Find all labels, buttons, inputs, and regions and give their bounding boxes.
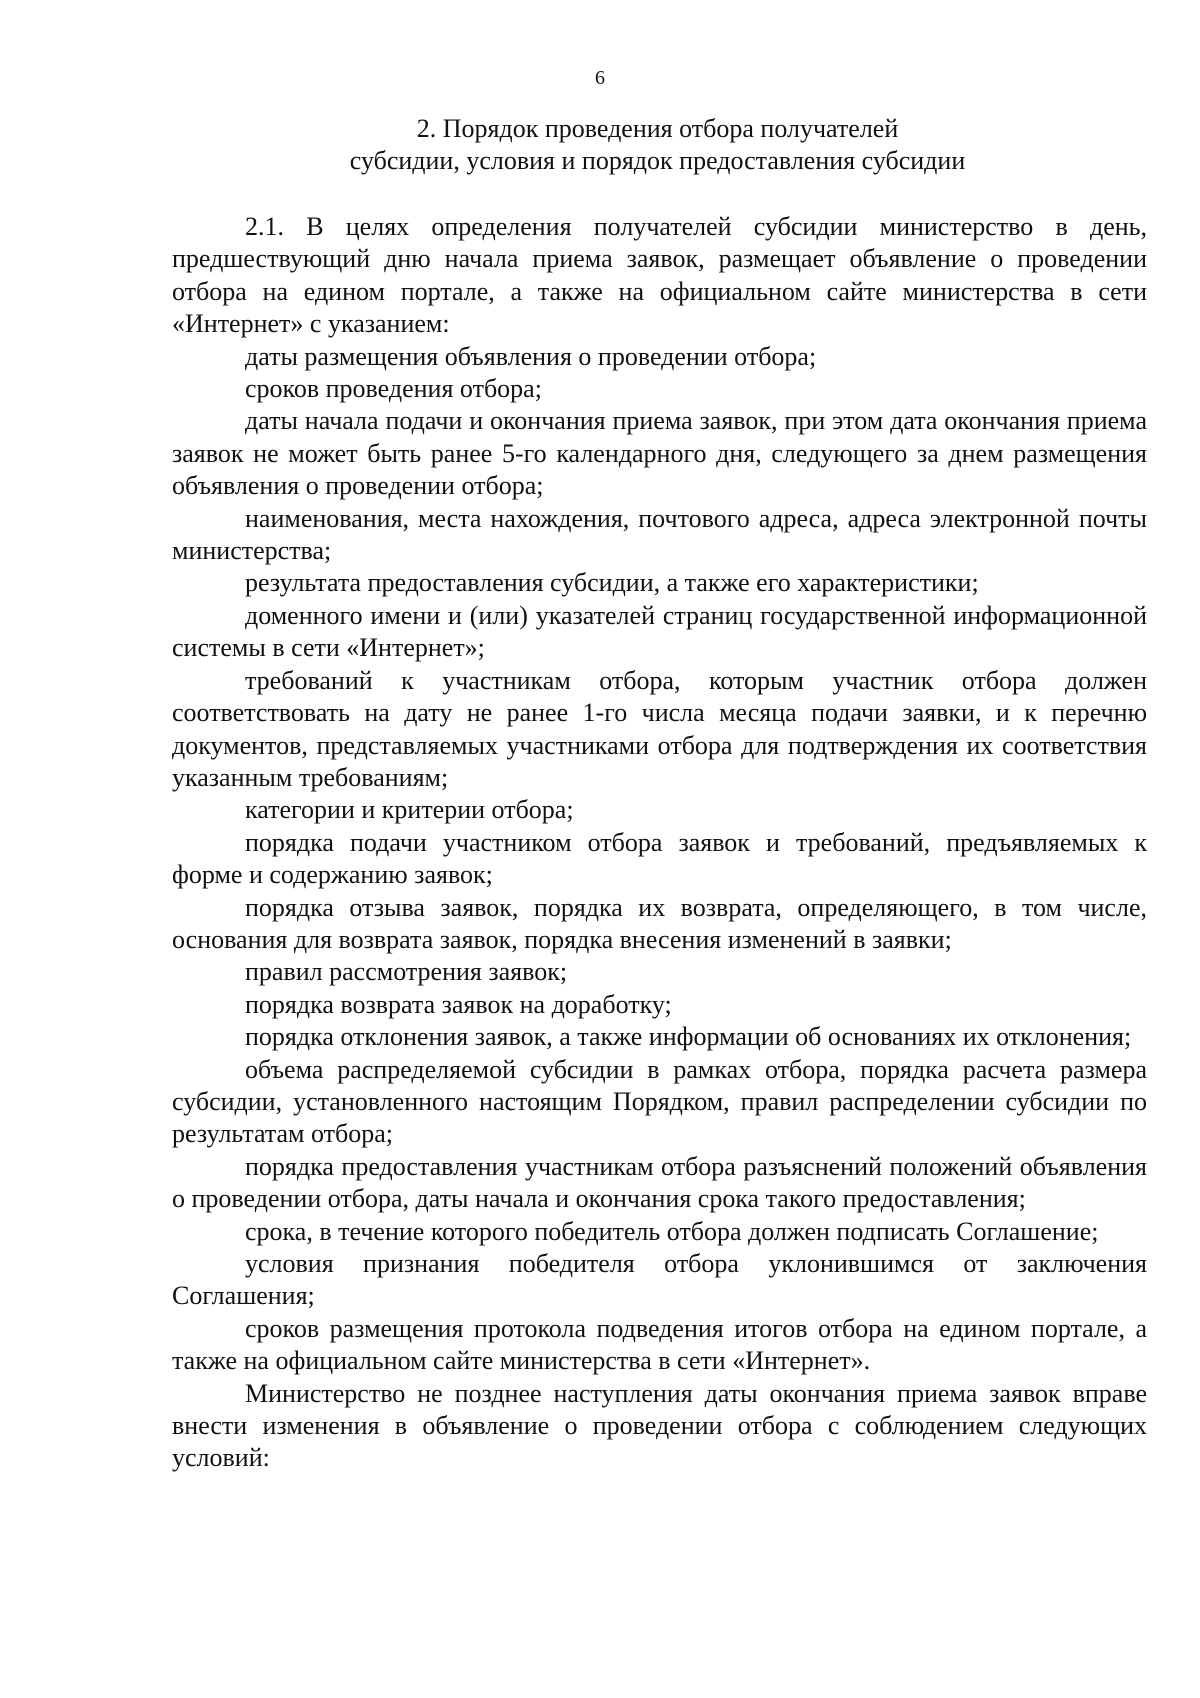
list-item: порядка возврата заявок на доработку;	[245, 989, 672, 1019]
list-item: срока, в течение которого победитель отбора должен подписать Соглашение;	[245, 1216, 1099, 1246]
list-item: порядка предоставления участникам отбора разъяснений положений объявления о проведении отбора, даты начала и окончания срока такого предоставления;	[172, 1151, 1147, 1214]
section-heading-line-1: 2. Порядок проведения отбора получателей	[416, 114, 899, 143]
list-item: порядка отзыва заявок, порядка их возврата, определяющего, в том числе, основания для возврата заявок, порядка внесения изменений в заявки;	[172, 892, 1147, 954]
list-item: условия признания победителя отбора уклонившимся от заключения Соглашения;	[172, 1249, 1147, 1311]
list-item: объема распределяемой субсидии в рамках отбора, порядка расчета размера субсидии, установленного настоящим Порядком, правил распределении субсидии по результатам отбора;	[172, 1054, 1147, 1149]
paragraph: Министерство не позднее наступления даты окончания приема заявок вправе внести изменения в объявление о проведении отбора с соблюдением следующих условий:	[172, 1378, 1147, 1473]
list-item: порядка отклонения заявок, а также информации об основаниях их отклонения;	[245, 1022, 1132, 1052]
paragraph: 2.1. В целях определения получателей субсидии министерство в день, предшествующий дню начала приема заявок, размещает объявление о проведении отбора на едином портале, а также на официальном сайте министерства в сети «Интернет» с указанием:	[172, 212, 1147, 339]
list-item: правил рассмотрения заявок;	[245, 957, 568, 987]
page-number: 6	[595, 67, 605, 89]
list-item: результата предоставления субсидии, а также его характеристики;	[245, 568, 979, 598]
list-item: категории и критерии отбора;	[245, 795, 574, 825]
list-item: даты начала подачи и окончания приема заявок, при этом дата окончания приема заявок не может быть ранее 5-го календарного дня, следующего за днем размещения объявления о проведении отбора;	[172, 406, 1147, 501]
section-heading	[170, 113, 1145, 177]
list-item: порядка подачи участником отбора заявок и требований, предъявляемых к форме и содержанию заявок;	[172, 827, 1147, 890]
section-heading-line-2: субсидии, условия и порядок предоставления субсидии	[349, 146, 966, 175]
list-item: сроков проведения отбора;	[245, 374, 542, 404]
list-item: доменного имени и (или) указателей страниц государственной информационной системы в сети «Интернет»;	[172, 600, 1147, 663]
list-item: требований к участникам отбора, которым участник отбора должен соответствовать на дату не ранее 1-го числа месяца подачи заявки, и к перечню документов, представляемых участниками отбора для подтверждения их соответствия указанным требованиям;	[172, 665, 1147, 792]
body-text	[172, 211, 1147, 1475]
list-item: даты размещения объявления о проведении отбора;	[245, 341, 817, 371]
list-item: наименования, места нахождения, почтового адреса, адреса электронной почты министерства;	[172, 503, 1147, 566]
list-item: сроков размещения протокола подведения итогов отбора на едином портале, а также на официальном сайте министерства в сети «Интернет».	[172, 1313, 1147, 1376]
